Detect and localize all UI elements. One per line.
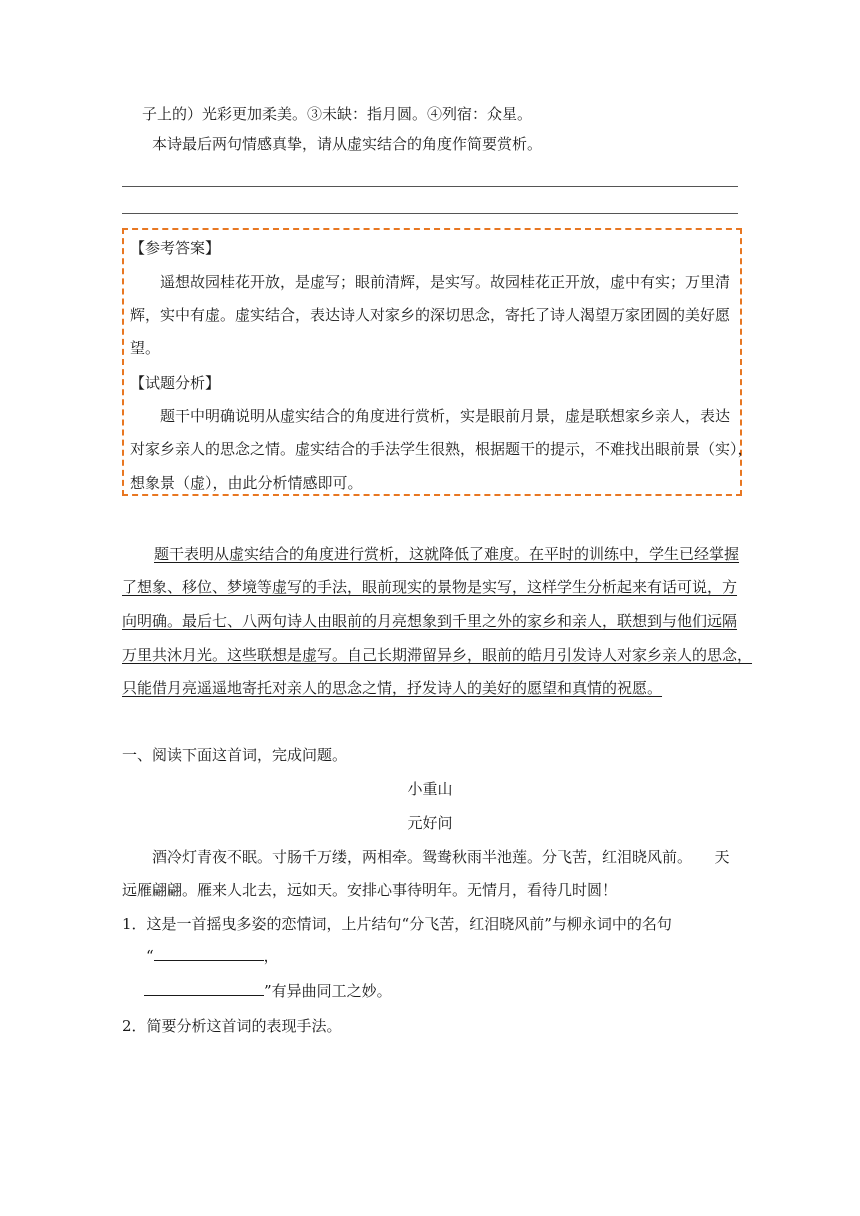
commentary-line: 题干表明从虚实结合的角度进行赏析，这就降低了难度。在平时的训练中，学生已经掌握 (154, 545, 740, 563)
analysis-line: 对家乡亲人的思念之情。虚实结合的手法学生很熟，根据题干的提示，不难找出眼前景（实）， (130, 440, 753, 458)
commentary-line: 只能借月亮遥遥地寄托对亲人的思念之情，抒发诗人的美好的愿望和真情的祝愿。 (122, 679, 663, 697)
open-quote: “ (146, 947, 154, 965)
question-1: 1．这是一首摇曳多姿的恋情词，上片结句“分飞苦，红泪晓风前”与柳永词中的名句 (122, 915, 672, 933)
answer-line-1 (122, 186, 738, 187)
commentary-line: 万里共沐月光。这些联想是虚写。自己长期滞留异乡，眼前的皓月引发诗人对家乡亲人的思念， (122, 646, 753, 664)
poem-author: 元好问 (407, 814, 453, 832)
commentary-line: 向明确。最后七、八两句诗人由眼前的月亮想象到千里之外的家乡和亲人，联想到与他们远隔 (122, 612, 738, 630)
poem-line: 远雁翩翩。雁来人北去，远如天。安排心事待明年。无情月，看待几时圆！ (122, 881, 618, 899)
question-2: 2．简要分析这首词的表现手法。 (122, 1017, 342, 1035)
answer-line-2 (122, 213, 738, 214)
reference-answer-line: 遥想故园桂花开放，是虚写；眼前清辉，是实写。故园桂花正开放，虚中有实；万里清 (160, 273, 731, 291)
commentary-line: 了想象、移位、梦境等虚写的手法，眼前现实的景物是实写，这样学生分析起来有话可说，方 (122, 578, 738, 596)
analysis-title: 【试题分析】 (130, 374, 221, 392)
answer-blank-2[interactable] (144, 981, 264, 996)
reference-answer-title: 【参考答案】 (130, 239, 221, 257)
intro-line-1: 子上的）光彩更加柔美。③未缺：指月圆。④列宿：众星。 (142, 105, 533, 123)
analysis-line: 题干中明确说明从虚实结合的角度进行赏析，实是眼前月景，虚是联想家乡亲人，表达 (160, 407, 731, 425)
answer-box (122, 228, 753, 496)
analysis-line: 想象景（虚），由此分析情感即可。 (130, 474, 363, 492)
question-1-blank-row-2 (144, 981, 392, 1001)
question-1-tail: ”有异曲同工之妙。 (264, 982, 392, 1000)
question-1-blank-row-1 (146, 946, 279, 966)
comma: ， (263, 947, 279, 965)
poem-line: 酒冷灯青夜不眠。寸肠千万缕，两相牵。鸳鸯秋雨半池莲。分飞苦，红泪晓风前。 天 (152, 848, 730, 866)
poem-title: 小重山 (407, 780, 453, 798)
section-heading: 一、阅读下面这首词，完成问题。 (122, 746, 348, 764)
reference-answer-line: 辉，实中有虚。虚实结合，表达诗人对家乡的深切思念，寄托了诗人渴望万家团圆的美好愿 (130, 306, 731, 324)
answer-blank-1[interactable] (154, 946, 264, 961)
reference-answer-line: 望。 (130, 339, 161, 357)
question-prompt: 本诗最后两句情感真挚，请从虚实结合的角度作简要赏析。 (152, 135, 543, 153)
